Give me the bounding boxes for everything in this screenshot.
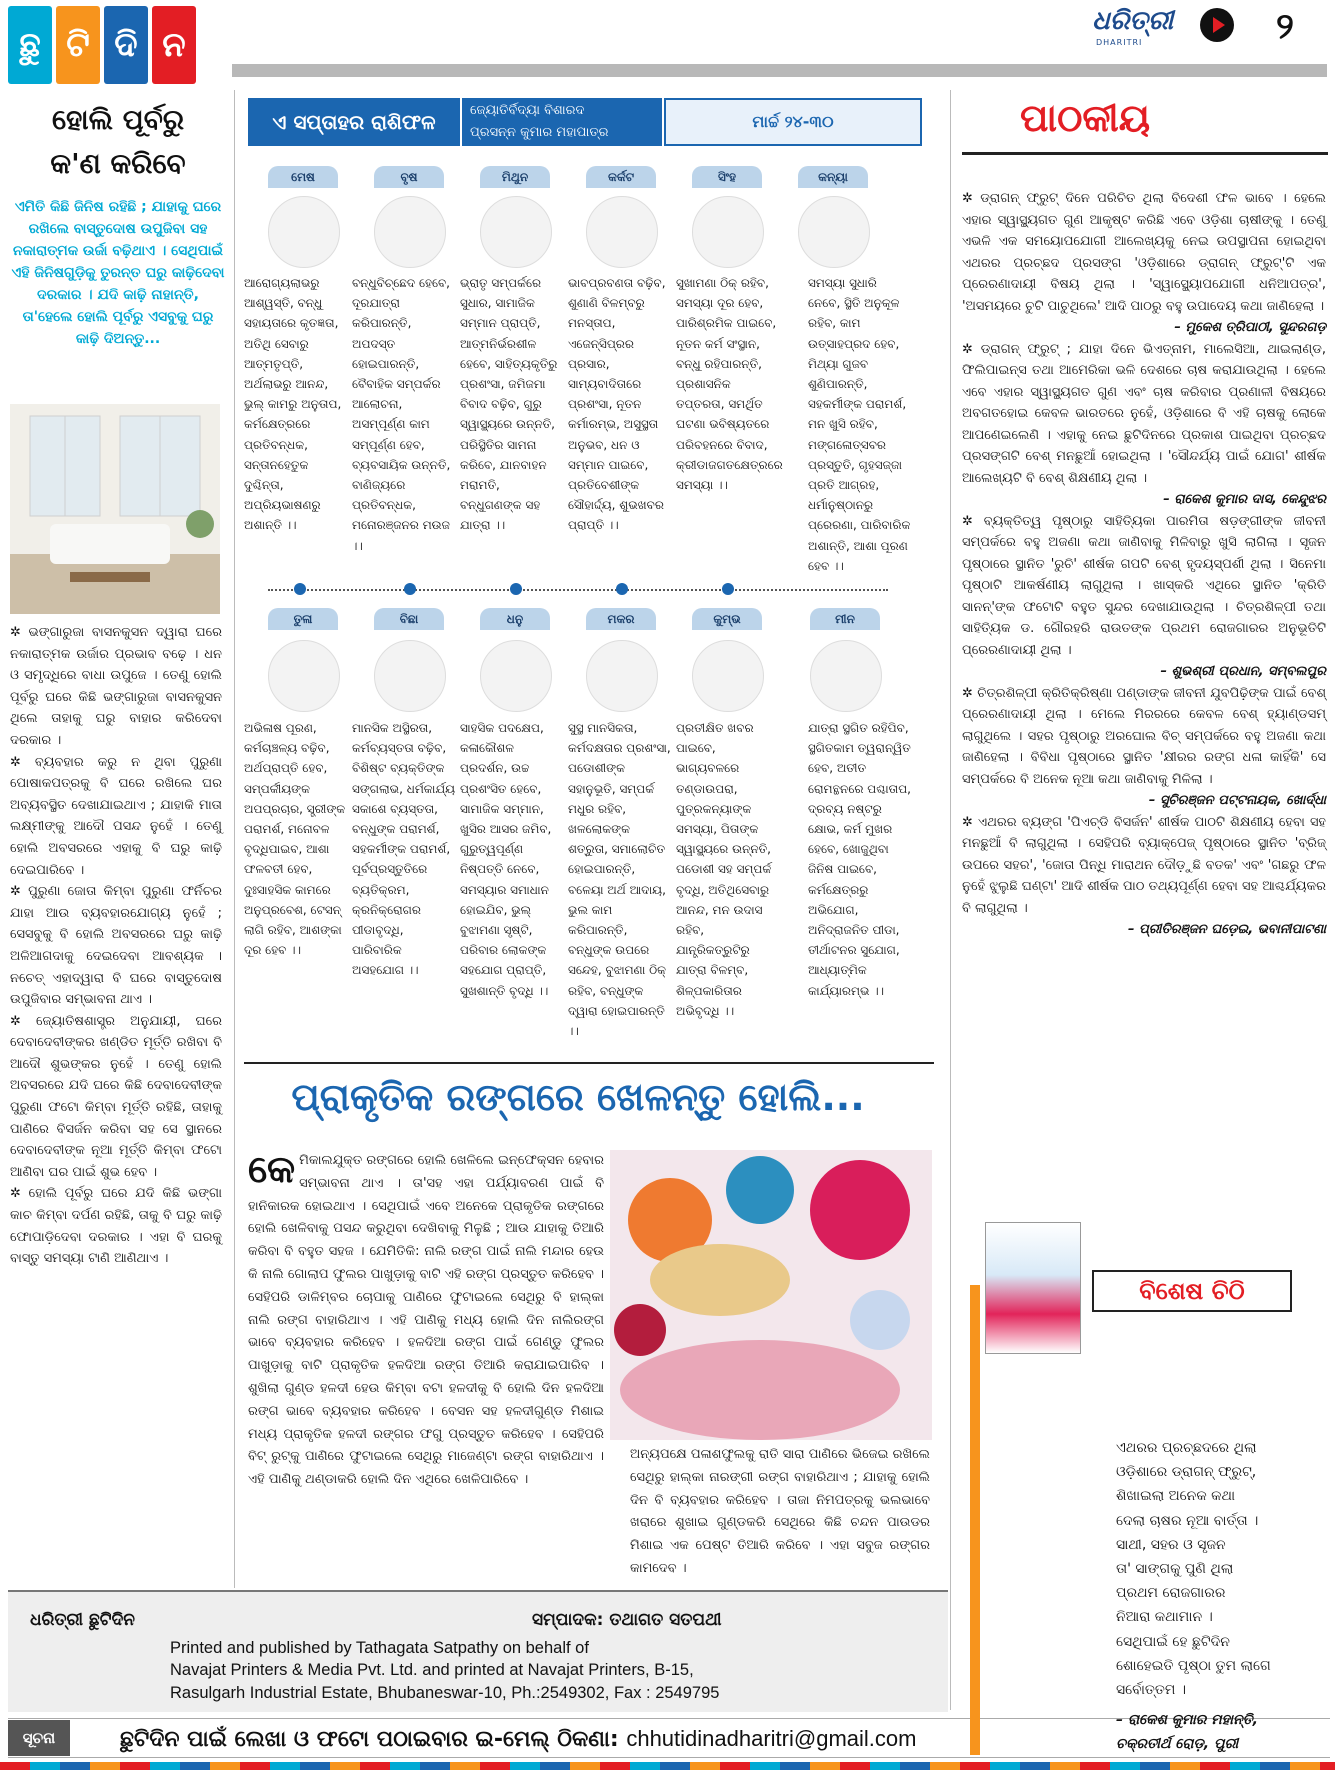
left-intro: ଏମିତି କିଛି ଜିନିଷ ରହିଛି ; ଯାହାକୁ ଘରେ ରଖିଲେ ବାସ୍ତୁଦୋଷ ଉପୁଜିବା ସହ ନକାରାତ୍ମକ ଉର୍ଜା ବଢ଼ିଥାଏ । ସେଥିପାଇଁ ଏହି ଜିନିଷଗୁଡ଼ିକୁ ତୁରନ୍ତ ଘରୁ କାଢ଼ିଦେବା ଦରକାର । ଯଦି କାଢ଼ି ନାହାନ୍ତି, ତା'ହେଲେ ହୋଲି ପୂର୍ବରୁ ଏସବୁକୁ ଘରୁ କାଢ଼ି ଦିଅନ୍ତୁ... <box>11 199 225 347</box>
horoscope-bottom-rule <box>244 1062 934 1064</box>
pathakiya-letters <box>962 188 1326 941</box>
magazine-cover-thumbnail <box>985 1222 1081 1354</box>
notice-label: ସୂଚନା <box>8 1720 70 1756</box>
pathakiya-rule <box>962 152 1328 155</box>
cancer-icon <box>586 196 658 268</box>
divider-dot <box>294 583 306 595</box>
libra-icon <box>268 640 340 712</box>
sign-forecast: ଆରୋଗ୍ୟଲାଭରୁ ଆଶ୍ୱସ୍ତି, ବନ୍ଧୁ ସହାୟତାରେ କୃତଜ୍ଞତା, ଅତିଥି ସେବାରୁ ଆତ୍ମତୃପ୍ତି, ଅର୍ଥଲାଭରୁ ଆନନ୍ଦ, ଭୁଲ୍ କାମରୁ ଅନୁତାପ, କର୍ମକ୍ଷେତ୍ରରେ ପ୍ରତିବନ୍ଧକ, ସନ୍ତାନହେତୁକ ଦୁଶ୍ଚିନ୍ତା, ଅପ୍ରିୟଭାଷଣରୁ ଅଶାନ୍ତି ।। <box>244 276 342 533</box>
letter-text: ✲ ଚିତ୍ରଶିଳ୍ପୀ କ୍ରିତିକ୍ରିଷ୍ଣା ପଣ୍ଡାଙ୍କ ଜୀବନୀ ଯୁବପିଢ଼ିଙ୍କ ପାଇଁ ବେଶ୍ ପ୍ରେରଣାଦାୟୀ ଥିଲା । ମେଲେ ମିରରରେ କେବଳ ବେଶ୍ ହ୍ୟାଣ୍ଡସମ୍ ଲାଗୁଥିଲେ । ସହର ପୃଷ୍ଠାରୁ ଅରଘୋଲ ବିଚ୍ ସମ୍ପର୍କରେ ବହୁ ଅଜଣା କଥା ଜାଣିହେଲା । ବିବିଧା ପୃଷ୍ଠାରେ ସ୍ଥାନିତ 'କ୍ଷୀରର ରଙ୍ଗ ଧଳା କାହିଁକି' ସେ ସମ୍ପର୍କରେ ବି ଅନେକ ନୂଆ କଥା ଜାଣିବାକୁ ମିଳିଲା । <box>962 685 1326 787</box>
left-para-3: ✲ ପୁରୁଣା ଜୋତା କିମ୍ବା ପୁରୁଣା ଫର୍ନିଚର ଯାହା ଆଉ ବ୍ୟବହାରଯୋଗ୍ୟ ନୁହେଁ ; ସେସବୁକୁ ବି ହୋଲି ଅବସରରେ ଘରୁ କାଢ଼ି ଅଳିଆଗଦାକୁ ଦେଇଦେବା ଆବଶ୍ୟକ । ନଚେତ୍ ଏହାଦ୍ୱାରା ବି ଘରେ ବାସ୍ତୁଦୋଷ ଉପୁଜିବାର ସମ୍ଭାବନା ଥାଏ । <box>10 884 222 1008</box>
holi-article-col1-text: ମିକାଲଯୁକ୍ତ ରଙ୍ଗରେ ହୋଲି ଖେଳିଲେ ଇନ୍‌ଫେକ୍ସନ ହେବାର ସମ୍ଭାବନା ଥାଏ । ତା'ସହ ଏହା ପର୍ଯ୍ୟାବରଣ ପାଇଁ ବି ହାନିକାରକ ହୋଇଥାଏ । ସେଥିପାଇଁ ଏବେ ଅନେକେ ପ୍ରାକୃତିକ ରଙ୍ଗରେ ହୋଲି ଖେଳିବାକୁ ପସନ୍ଦ କରୁଥିବା ଦେଖିବାକୁ ମିଳୁଛି ; ଆଉ ଯାହାକୁ ତିଆରି କରିବା ବି ବହୁତ ସହଜ । ଯେମିତିକି: ନାଲି ରଙ୍ଗ ପାଇଁ ନାଲି ମନ୍ଦାର ହେଉ କି ନାଲି ଗୋଲାପ ଫୁଲର ପାଖୁଡ଼ାକୁ ବାଟି ଏହି ରଙ୍ଗ ପ୍ରସ୍ତୁତ କରିହେବ । ସେହିପରି ଡାଳିମ୍ବର ଚୋପାକୁ ପାଣିରେ ଫୁଟାଇଲେ ସେଥିରୁ ବି ହାଲ୍‌କା ନାଲି ରଙ୍ଗ ବାହାରିଥାଏ । ଏହି ପାଣିକୁ ମଧ୍ୟ ହୋଲି ଦିନ ନାଲିରଙ୍ଗ ଭାବେ ବ୍ୟବହାର କରିହେବ । ହଳଦିଆ ରଙ୍ଗ ପାଇଁ ଗେଣ୍ଡୁ ଫୁଲର ପାଖୁଡ଼ାକୁ ବାଟି ପ୍ରାକୃତିକ ହଳଦିଆ ରଙ୍ଗ ତିଆରି କରାଯାଇପାରିବ । ଶୁଖିଲା ଗୁଣ୍ଡ ହଳଦୀ ହେଉ କିମ୍ବା ବଟା ହଳଦୀକୁ ବି ହୋଲି ଦିନ ହଳଦିଆ ରଙ୍ଗ ଭାବେ ବ୍ୟବହାର କରିହେବ । ବେସନ ସହ ହଳଦୀଗୁଣ୍ଡ ମିଶାଇ ମଧ୍ୟ ପ୍ରାକୃତିକ ହଳଦୀ ରଙ୍ଗର ଫଗୁ ପ୍ରସ୍ତୁତ କରିହେବ । ସେହିପରି ବିଟ୍ ରୁଟ୍‌କୁ ପାଣିରେ ଫୁଟାଇଲେ ସେଥିରୁ ମାଜେଣ୍ଟା ରଙ୍ଗ ବାହାରିଥାଏ । ଏହି ପାଣିକୁ ଥଣ୍ଡାକରି ହୋଲି ଦିନ ଏଥିରେ ଖେଳିପାରିବେ । <box>248 1153 604 1488</box>
sign-forecast: ଭ୍ରାତୃ ସମ୍ପର୍କରେ ସୁଧାର, ସାମାଜିକ ସମ୍ମାନ ପ୍ରାପ୍ତି, ଆତ୍ମନିର୍ଭରଶୀଳ ହେବେ, ସାହିତ୍ୟକୃତିରୁ ପ୍ରଶଂସା, ଜମିଜମା ବିବାଦ ବଢ଼ିବ, ଗୁରୁ ସ୍ୱାସ୍ଥ୍ୟରେ ଉନ୍ନତି, ପରିସ୍ଥିତିର ସାମନା କରିବେ, ଯାନବାହନ ମରାମତି, ବନ୍ଧୁଗଣଙ୍କ ସହ ଯାତ୍ରା ।। <box>460 276 558 533</box>
aquarius-icon <box>692 640 764 712</box>
left-para-4: ✲ ଜ୍ୟୋତିଷଶାସ୍ତ୍ର ଅନୁଯାୟୀ, ଘରେ ଦେବାଦେବୀଙ୍କର ଖଣ୍ଡିତ ମୂର୍ତ୍ତି ରଖିବା ବି ଆଦୌ ଶୁଭଙ୍କର ନୁହେଁ । ତେଣୁ ହୋଲି ଅବସରରେ ଯଦି ଘରେ କିଛି ଦେବାଦେବୀଙ୍କ ପୁରୁଣା ଫଟୋ କିମ୍ବା ମୂର୍ତ୍ତି ରହିଛି, ତାହାକୁ ପାଣିରେ ବିସର୍ଜନ କରିବା ସହ ସେ ସ୍ଥାନରେ ଦେବାଦେବୀଙ୍କ ନୂଆ ମୂର୍ତ୍ତି କିମ୍ବା ଫଟୋ ଆଣିବା ଘର ପାଇଁ ଶୁଭ ହେବ । <box>10 1013 222 1180</box>
holi-article-col2: ଅନ୍ୟପକ୍ଷେ ପଳାଶଫୁଲକୁ ରାତି ସାରା ପାଣିରେ ଭିଜେଇ ରଖିଲେ ସେଥିରୁ ହାଲ୍‌କା ନାରଙ୍ଗୀ ରଙ୍ଗ ବାହାରିଥାଏ ; ଯାହାକୁ ହୋଲି ଦିନ ବି ବ୍ୟବହାର କରିହେବ । ତାଜା ନିମପତ୍ରକୁ ଭଲଭାବେ ଖରାରେ ଶୁଖାଇ ଗୁଣ୍ଡକରି ସେଥିରେ କିଛି ଚନ୍ଦନ ପାଉଡର ମିଶାଇ ଏକ ପେଷ୍ଟ ତିଆରି କରିବେ । ଏହା ସବୁଜ ରଙ୍ଗର କାମଦେବ । <box>630 1447 930 1576</box>
sign-forecast: ସାହସିକ ପଦକ୍ଷେପ, କଳାକୌଶଳ ପ୍ରଦର୍ଶନ, ଉଚ୍ଚ ପ୍ରଶଂସିତ ହେବେ, ସାମାଜିକ ସମ୍ମାନ, ଖୁସିର ଆସର ଜମିବ, ଗୁରୁତ୍ୱପୂର୍ଣ୍ଣ ନିଷ୍ପତ୍ତି ନେବେ, ସମସ୍ୟାର ସମାଧାନ ହୋଇଯିବ, ଭୁଲ୍ ବୁଝାମଣା ସୃଷ୍ଟି, ପରିବାର ଲୋକଙ୍କ ସହଯୋଗ ପ୍ରାପ୍ତି, ସୁଖଶାନ୍ତି ବୃଦ୍ଧି ।। <box>460 721 552 998</box>
left-para-1: ✲ ଭଙ୍ଗାରୁଜା ବାସନକୁସନ ଦ୍ୱାରା ଘରେ ନକାରାତ୍ମକ ଉର୍ଜାର ପ୍ରଭାବ ବଢ଼େ । ଧନ ଓ ସମୃଦ୍ଧିରେ ବାଧା ଉପୁଜେ । ତେଣୁ ହୋଲି ପୂର୍ବରୁ ଘରେ କିଛି ଭଙ୍ଗାରୁଜା ବାସନକୁସନ ଥିଲେ ତାହାକୁ ଘରୁ ବାହାର କରିଦେବା ଦରକାର । <box>10 625 222 748</box>
imprint-line-3: Rasulgarh Industrial Estate, Bhubaneswar-10, Ph.:2549302, Fax : 2549795 <box>170 1683 720 1702</box>
sign-forecast: ସୁସ୍ଥ ମାନସିକତା, କର୍ମଦକ୍ଷତାର ପ୍ରଶଂସା, ପଡୋଶୀଙ୍କ ସହାନୁଭୂତି, ସମ୍ପର୍କ ମଧୁର ରହିବ, ଖଳଲୋକଙ୍କ ଶତ୍ରୁତା, ସମାଲୋଚିତ ହୋଇପାରନ୍ତି, ବଳେୟା ଅର୍ଥ ଆଦାୟ, ଭୁଲ କାମ କରିପାରନ୍ତି, ବନ୍ଧୁଙ୍କ ଉପରେ ସନ୍ଦେହ, ବୁଝାମଣା ଠିକ୍ ରହିବ, ବନ୍ଧୁଙ୍କ ଦ୍ୱାରା ହୋଇପାରନ୍ତି ।। <box>568 721 671 1039</box>
letter-signature: – ପ୍ରୀତିରଞ୍ଜନ ଘଡ଼େଇ, ଭବାନୀପାଟଣା <box>1128 922 1326 937</box>
column-divider-right <box>950 90 951 1710</box>
sign-tab: ମୀନ <box>810 608 880 630</box>
play-icon <box>1200 8 1234 42</box>
scorpio-icon <box>374 640 446 712</box>
living-room-photo <box>10 404 220 614</box>
poem-line: ସାଥୀ, ସହର ଓ ସୃଜନ <box>1116 1536 1226 1553</box>
sign-tab: ସିଂହ <box>692 166 762 188</box>
horoscope-banner: ଏ ସପ୍ତାହର ରାଶିଫଳ <box>248 98 460 146</box>
masthead-letter-4: ନ <box>152 6 196 84</box>
pisces-icon <box>810 640 882 712</box>
horoscope-author <box>462 98 662 146</box>
poem-line: ତା' ସାଙ୍ଗକୁ ପୁଣି ଥିଲା <box>1116 1561 1234 1578</box>
horoscope-dates: ମାର୍ଚ୍ଚ ୨୪-୩୦ <box>664 98 922 146</box>
poem-line: ଦେଲା ଚାଷର ନୂଆ ବାର୍ତ୍ତା । <box>1116 1512 1259 1529</box>
bisesh-chithi-label: ବିଶେଷ ଚିଠି <box>1092 1270 1292 1312</box>
taurus-icon <box>374 196 446 268</box>
letter-text: ✲ ବ୍ୟକ୍ତିତ୍ୱ ପୃଷ୍ଠାରୁ ସାହିତ୍ୟିକା ପାରମିତା ଷଡ଼ଙ୍ଗୀଙ୍କ ଜୀବନୀ ସମ୍ପର୍କରେ ବହୁ ଅଜଣା କଥା ଜାଣିବାକୁ ମିଳିବାରୁ ଖୁସି ଲାଗିଲା । ସୃଜନ ପୃଷ୍ଠାରେ ସ୍ଥାନିତ 'ରୁଚି' ଶୀର୍ଷକ ଗପଟି ବେଶ୍ ହୃଦୟସ୍ପର୍ଶୀ ଥିଲା । ସିନେମା ପୃଷ୍ଠାଟି ଆକର୍ଷଣୀୟ ଲାଗୁଥିଲା । ଖାସ୍‌କରି ଏଥିରେ ସ୍ଥାନିତ 'କ୍ରିତି ସାନନ୍'ଙ୍କ ଫଟୋଟି ବହୁତ ସୁନ୍ଦର ଦେଖାଯାଉଥିଲା । ଚିତ୍ରଶିଳ୍ପୀ ତଥା ସାହିତ୍ୟିକ ଡ. ଗୌରହରି ରାଉତଙ୍କ ପ୍ରଥମ ରୋଜଗାରର ଅନୁଭୂତିଟି ପ୍ରେରଣାଦାୟୀ ଥିଲା । <box>962 513 1326 658</box>
letter-text: ✲ ଏଥରର ବ୍ୟଙ୍ଗ 'ପିଏଚ୍‌ଡି ବିସର୍ଜନ' ଶୀର୍ଷକ ପାଠଟି ଶିକ୍ଷଣୀୟ ହେବା ସହ ମନଛୁଆଁ ବି ଲାଗୁଥିଲା । ସେହିପରି ବ୍ୟାକ୍‌ପେଜ୍ ପୃଷ୍ଠାରେ ସ୍ଥାନିତ 'ବ୍ରିଜ୍ ଉପରେ ସହର', 'ଜୋତା ପିନ୍ଧି ମାରାଥନ ଦୌଡ଼ୁଛି ବତକ' ଏବଂ 'ଗଛରୁ ଫଳ ନୁହେଁ ଝୁଲୁଛି ଘଣ୍ଟା' ଆଦି ଶୀର୍ଷକ ପାଠ ତଥ୍ୟପୂର୍ଣ୍ଣ ହେବା ସହ ଆଶ୍ଚର୍ଯ୍ୟକର ବି ଲାଗୁଥିଲା । <box>962 814 1326 916</box>
horoscope-author-title: ଜ୍ୟୋତିର୍ବିଦ୍ୟା ବିଶାରଦ <box>470 103 585 118</box>
sagittarius-icon <box>480 640 552 712</box>
letter-signature: – ଶୁଭଶ୍ରୀ ପ୍ରଧାନ, ସମ୍ବଲପୁର <box>1160 664 1326 679</box>
imprint-text <box>170 1637 770 1704</box>
left-para-5: ✲ ହୋଲି ପୂର୍ବରୁ ଘରେ ଯଦି କିଛି ଭଙ୍ଗା କାଚ କିମ୍ବା ଦର୍ପଣ ରହିଛି, ତାକୁ ବି ଘରୁ କାଢ଼ି ଫୋପାଡ଼ିଦେବା ଦରକାର । ଏହା ବି ଘରକୁ ବାସ୍ତୁ ସମସ୍ୟା ଟାଣି ଆଣିଥାଏ । <box>10 1186 222 1267</box>
sign-tab: ବୃଷ <box>374 166 444 188</box>
left-heading <box>8 98 228 186</box>
left-heading-line1: ହୋଲି ପୂର୍ବରୁ <box>51 103 185 136</box>
sign-tab: କନ୍ୟା <box>798 166 868 188</box>
email-address[interactable]: chhutidinadharitri@gmail.com <box>626 1726 917 1751</box>
letter-signature: – ମୁକେଶ ତ୍ରିପାଠୀ, ସୁନ୍ଦରଗଡ଼ <box>1174 320 1326 335</box>
poem-line: ସେଥିପାଇଁ ହେ ଛୁଟିଦିନ <box>1116 1633 1230 1650</box>
left-body <box>10 622 222 1270</box>
letter-signature: – ରାକେଶ କୁମାର ଦାସ, କେନ୍ଦୁଝର <box>1163 492 1326 507</box>
leo-icon <box>692 196 764 268</box>
top-rule <box>232 64 1327 77</box>
email-line <box>120 1726 916 1752</box>
horoscope-author-name: ପ୍ରସନ୍ନ କୁମାର ମହାପାତ୍ର <box>470 125 609 140</box>
poem-line: ଶିଖାଇଲା ଅନେକ କଥା <box>1116 1488 1236 1505</box>
gemini-icon <box>480 196 552 268</box>
sign-forecast: ପ୍ରତୀକ୍ଷିତ ଖବର ପାଇବେ, ଭାଗ୍ୟବଳରେ ତଣ୍ଡାଉପରା, ପୁତ୍ରକନ୍ୟାଙ୍କ ସମସ୍ୟା, ପିତାଙ୍କ ସ୍ୱାସ୍ଥ୍ୟରେ ଉନ୍ନତି, ପଡୋଶୀ ସହ ସମ୍ପର୍କ ବୃଦ୍ଧି, ଅତିଥିସେବାରୁ ଆନନ୍ଦ, ମନ ଉଦାସ ରହିବ, ଯାନ୍ତ୍ରିକତ୍ରୁଟିରୁ ଯାତ୍ରା ବିଳମ୍ବ, ଶିଳ୍ପକାରିତାର ଅଭିବୃଦ୍ଧି ।। <box>676 721 772 1018</box>
poem-line: ନିଆରା କଥାମାନ । <box>1116 1609 1213 1626</box>
brand-logo: ଧରିତ୍ରୀ <box>1092 6 1174 36</box>
capricorn-icon <box>586 640 658 712</box>
bisesh-chithi-poem <box>1116 1436 1326 1757</box>
left-heading-line2: କ'ଣ କରିବେ <box>50 147 186 180</box>
bottom-colour-strip <box>0 1762 1335 1770</box>
divider-dot <box>404 583 416 595</box>
sign-forecast: ଭାବପ୍ରବଣତା ବଢ଼ିବ, ଶୁଣାଣି ବିଳମ୍ବରୁ ମନସ୍ତାପ, ଏଜେନ୍ସିପ୍ରର ପ୍ରସାର, ସାମ୍ୟବାଦିତାରେ ପ୍ରଶଂସା, ନୂତନ କର୍ମାରମ୍ଭ, ଅସୁସ୍ଥତା ଅନୁଭବ, ଧନ ଓ ସମ୍ମାନ ପାଇବେ, ପ୍ରତିବେଶୀଙ୍କ ସୌହାର୍ଦ୍ଦ୍ୟ, ଶୁଭଖବର ପ୍ରାପ୍ତି ।। <box>568 276 666 533</box>
pathakiya-title: ପାଠକୀୟ <box>1020 96 1151 140</box>
holi-article-col1 <box>248 1147 604 1492</box>
divider-dot <box>722 583 734 595</box>
poem-line: ଏଥରର ପ୍ରଚ୍ଛଦରେ ଥିଲା <box>1116 1440 1257 1456</box>
sign-forecast: ସୁଖାମଣା ଠିକ୍ ରହିବ, ସମସ୍ୟା ଦୂର ହେବ, ପାରିଶ୍ରମିକ ପାଇବେ, ନୂତନ କର୍ମ ସଂସ୍ଥାନ, ବନ୍ଧୁ ରହିପାରନ୍ତି, ପ୍ରଶାସନିକ ତପ୍ତରତା, ସମର୍ଥିତ ଘଟଣା ଭବିଷ୍ୟତରେ ପରିବହନରେ ବିବାଦ, କ୍ରୀଡାଜଗତକ୍ଷେତ୍ରରେ ସମସ୍ୟା ।। <box>676 276 783 493</box>
masthead-letter-2: ଟି <box>56 6 100 84</box>
sign-tab: ମକର <box>586 608 656 630</box>
letter-text: ✲ ଡ୍ରାଗନ୍ ଫ୍ରୁଟ୍ ; ଯାହା ଦିନେ ଭିଏତ୍‌ନାମ, ମାଲେସିଆ, ଥାଇଲାଣ୍ଡ, ଫିଲିପାଇନ୍ସ ତଥା ଆମେରିକା ଭଳି ଦେଶରେ ଚାଷ କରାଯାଉଥିଲା । ହେଲେ ଏବେ ଏହାର ସ୍ୱାସ୍ଥ୍ୟଗତ ଗୁଣ ଏବଂ ଚାଷ କରିବାର ପ୍ରଣାଳୀ ବିଷୟରେ ଅବଗତହୋଇ କେବଳ ଭାରତରେ ନୁହେଁ, ଓଡ଼ିଶାରେ ବି ଏହି ଚାଷକୁ ଲୋକେ ଆପଣେଇଲେଣି । ଏହାକୁ ନେଇ ଛୁଟିଦିନରେ ପ୍ରକାଶ ପାଇଥିବା ପ୍ରଚ୍ଛଦ ପ୍ରସଙ୍ଗଟି ବେଶ୍ ମନଛୁଆଁ ହୋଇଥିଲା । 'ସୌନ୍ଦର୍ଯ୍ୟ ପାଇଁ ଯୋଗ' ଶୀର୍ଷକ ଆଲେଖ୍ୟଟି ବି ବେଶ୍ ଶିକ୍ଷଣୀୟ ଥିଲା । <box>962 341 1326 486</box>
poem-line: ସର୍ବୋତ୍ତମ । <box>1116 1682 1187 1699</box>
sign-tab: କୁମ୍ଭ <box>692 608 762 630</box>
sign-forecast: ସମସ୍ୟା ସୁଧାରି ନେବେ, ସ୍ଥିତି ଅନୁକୂଳ ରହିବ, କାମ ଉତ୍ସାହପ୍ରଦ ହେବ, ମିଥ୍ୟା ଗୁଜବ ଶୁଣିପାରନ୍ତି, ସହକର୍ମୀଙ୍କ ପରାମର୍ଶ, ମନ ଖୁସି ରହିବ, ମଙ୍ଗଳୋତ୍ସବର ପ୍ରସ୍ତୁତି, ଗୃହସଜ୍ଜା ପ୍ରତି ଆଗ୍ରହ, ଧର୍ମାନୁଷ୍ଠାନରୁ ପ୍ରେରଣା, ପାରିବାରିକ ଅଶାନ୍ତି, ଆଶା ପୂରଣ ହେବ ।। <box>808 276 911 573</box>
sign-tab: କର୍କଟ <box>586 166 656 188</box>
aries-icon <box>268 196 340 268</box>
sign-forecast: ଯାତ୍ରା ସ୍ଥଗିତ ରହିପିବ, ସ୍ଥଗିତକାମ ତ୍ୱରାନ୍ୱିତ ହେବ, ଅତୀତ ରୋମନ୍ଥନରେ ପଶ୍ଚାତାପ, ଦ୍ରବ୍ୟ ନଷ୍ଟରୁ କ୍ଷୋଭ, କର୍ମ ମୁଖର ହେବେ, ଖୋଜୁଥିବା ଜିନିଷ ପାଇବେ, କର୍ମକ୍ଷେତ୍ରରୁ ଅଭିଯୋଗ, ଅନିଦ୍ରାଜନିତ ପୀଡା, ତୀର୍ଥାଟନର ସୁଯୋଗ, ଆଧ୍ୟାତ୍ମିକ କାର୍ଯ୍ୟାରମ୍ଭ ।। <box>808 721 911 998</box>
left-para-2: ✲ ବ୍ୟବହାର କରୁ ନ ଥିବା ପୁରୁଣା ପୋଷାକପତ୍ରକୁ ବି ଘରେ ରଖିଲେ ଘର ଅବ୍ୟବସ୍ଥିତ ଦେଖାଯାଇଥାଏ ; ଯାହାକି ମାତା ଲକ୍ଷ୍ମୀଙ୍କୁ ଆଦୌ ପସନ୍ଦ ନୁହେଁ । ତେଣୁ ହୋଲି ଅବସରରେ ଏହାକୁ ବି ଘରୁ କାଢ଼ି ଦେଇପାରିବେ । <box>10 754 222 878</box>
sign-tab: ମିଥୁନ <box>480 166 550 188</box>
page-number: ୨ <box>1276 6 1294 47</box>
imprint-line-2: Navajat Printers & Media Pvt. Ltd. and printed at Navajat Printers, B-15, <box>170 1661 694 1680</box>
letter-text: ✲ ଡ୍ରାଗନ୍ ଫ୍ରୁଟ୍ ଦିନେ ପରିଚିତ ଥିଲା ବିଦେଶୀ ଫଳ ଭାବେ । ହେଲେ ଏହାର ସ୍ୱାସ୍ଥ୍ୟଗତ ଗୁଣ ଆକୃଷ୍ଟ କରିଛି ଏବେ ଓଡ଼ିଶା ଚାଷୀଙ୍କୁ । ତେଣୁ ଏଭଳି ଏକ ସମୟୋପଯୋଗୀ ଆଲେଖ୍ୟକୁ ନେଇ ଉପସ୍ଥାପନା ହୋଇଥିବା ଏଥରର ପ୍ରଚ୍ଛଦ ପ୍ରସଙ୍ଗ 'ଓଡ଼ିଶାରେ ଡ୍ରାଗନ୍ ଫ୍ରୁଟ୍'ଟି ଏକ ପ୍ରେରଣାଦାୟୀ ବିଷୟ ଥିଲା । 'ସ୍ୱାସ୍ଥ୍ୟୋପଯୋଗୀ ଧନିଆପତ୍ର', 'ଅସମୟରେ ଚୁଟି ପାଚୁଥିଲେ' ଆଦି ପାଠରୁ ବହୁ ଉପାଦେୟ କଥା ଜାଣିହେଲା । <box>962 191 1326 314</box>
poem-line: ପ୍ରଥମ ରୋଜଗାରର <box>1116 1585 1226 1602</box>
horoscope-divider <box>268 589 888 591</box>
imprint-line-1: Printed and published by Tathagata Satpathy on behalf of <box>170 1639 589 1657</box>
holi-article-title: ପ୍ରାକୃତିକ ରଙ୍ଗରେ ଖେଳନ୍ତୁ ହୋଲି... <box>291 1075 865 1119</box>
sign-tab: ମେଷ <box>268 166 338 188</box>
sign-tab: ବିଛା <box>374 608 444 630</box>
brand-logo-sub: DHARITRI <box>1096 38 1143 47</box>
masthead-letter-3: ଦି <box>104 6 148 84</box>
colour-powder-photo <box>610 1150 932 1440</box>
divider-dot <box>616 583 628 595</box>
poem-line: ଶୋହେଇତି ପୃଷ୍ଠା ତୁମ ଲାଗେ <box>1116 1657 1271 1674</box>
sign-forecast: ବନ୍ଧୁବିଚ୍ଛେଦ ହେବେ, ଦୂରଯାତ୍ରା କରିପାରନ୍ତି, ଅପଦସ୍ତ ହୋଇପାରନ୍ତି, ବୈବାହିକ ସମ୍ପର୍କର ଆଲୋଚନା, ଅସମ୍ପୂର୍ଣ୍ଣ କାମ ସମ୍ପୂର୍ଣ୍ଣ ହେବ, ବ୍ୟବସାୟିକ ଉନ୍ନତି, ବାଣିଜ୍ୟରେ ପ୍ରତିବନ୍ଧକ, ମନୋରଞ୍ଜନର ମଉଜ ।। <box>352 276 451 553</box>
drop-cap: କେ <box>248 1147 296 1191</box>
sign-tab: ତୁଳା <box>268 608 338 630</box>
poem-line: ଓଡ଼ିଶାରେ ଡ୍ରାଗନ୍ ଫ୍ରୁଟ୍, <box>1116 1464 1257 1481</box>
imprint-paper-name: ଧରିତ୍ରୀ ଛୁଟିଦିନ <box>30 1610 135 1630</box>
letter-signature: – ସୁଚିରଞ୍ଜନ ପଟ୍ଟନାୟକ, ଖୋର୍ଦ୍ଧା <box>1148 793 1326 808</box>
bisesh-strip <box>970 1285 980 1755</box>
imprint-editor: ସମ୍ପାଦକ: ତଥାଗତ ସତପଥୀ <box>532 1610 722 1630</box>
masthead-letter-1: ଛୁ <box>8 6 52 84</box>
sign-forecast: ଅଭିଳାଷ ପୂରଣ, କର୍ମଚାଞ୍ଚଳ୍ୟ ବଢ଼ିବ, ଅର୍ଥପ୍ରାପ୍ତି ହେବ, ସମ୍ପର୍କୀୟଙ୍କ ଅପପ୍ରଚାର, ସ୍ତ୍ରୀଙ୍କ ପରାମର୍ଶ, ମନୋବଳ ବୃଦ୍ଧିପାଇବ, ଆଶା ଫଳବତୀ ହେବ, ଦୁଃସାହସିକ କାମରେ ଅନୁପ୍ରବେଶ, ଟେସନ୍ ଲାଗି ରହିବ, ଆଶଙ୍କା ଦୂର ହେବ ।। <box>244 721 346 958</box>
poem-signature: – ରାକେଶ କୁମାର ମହାନ୍ତି, <box>1116 1712 1258 1729</box>
sign-forecast: ମାନସିକ ଅସ୍ଥିରତା, କର୍ମବ୍ୟସ୍ତତା ବଢ଼ିବ, ବିଶିଷ୍ଟ ବ୍ୟକ୍ତିଙ୍କ ସଙ୍ଗଲାଭ, ଧର୍ମକାର୍ଯ୍ୟ ସକାଶେ ବ୍ୟସ୍ତତା, ବନ୍ଧୁଙ୍କ ପରାମର୍ଶ, ସହକର୍ମୀଙ୍କ ପରାମର୍ଶ, ପୂର୍ବପ୍ରସ୍ତୁତିରେ ବ୍ୟତିକ୍ରମ, କ୍ରନିକ୍‌ରୋଗର ପୀଡାବୃଦ୍ଧି, ପାରିବାରିକ ଅସହଯୋଗ ।। <box>352 721 456 978</box>
column-divider-left <box>234 90 235 1588</box>
email-prefix: ଛୁଟିଦିନ ପାଇଁ ଲେଖା ଓ ଫଟୋ ପଠାଇବାର ଇ-ମେଲ୍ ଠିକଣା: <box>120 1727 619 1752</box>
poem-signature-place: ଚକ୍ରତୀର୍ଥ ରୋଡ଼, ପୁରୀ <box>1116 1736 1239 1753</box>
sign-tab: ଧନୁ <box>480 608 550 630</box>
divider-dot <box>510 583 522 595</box>
virgo-icon <box>798 196 870 268</box>
masthead-title <box>8 6 196 84</box>
